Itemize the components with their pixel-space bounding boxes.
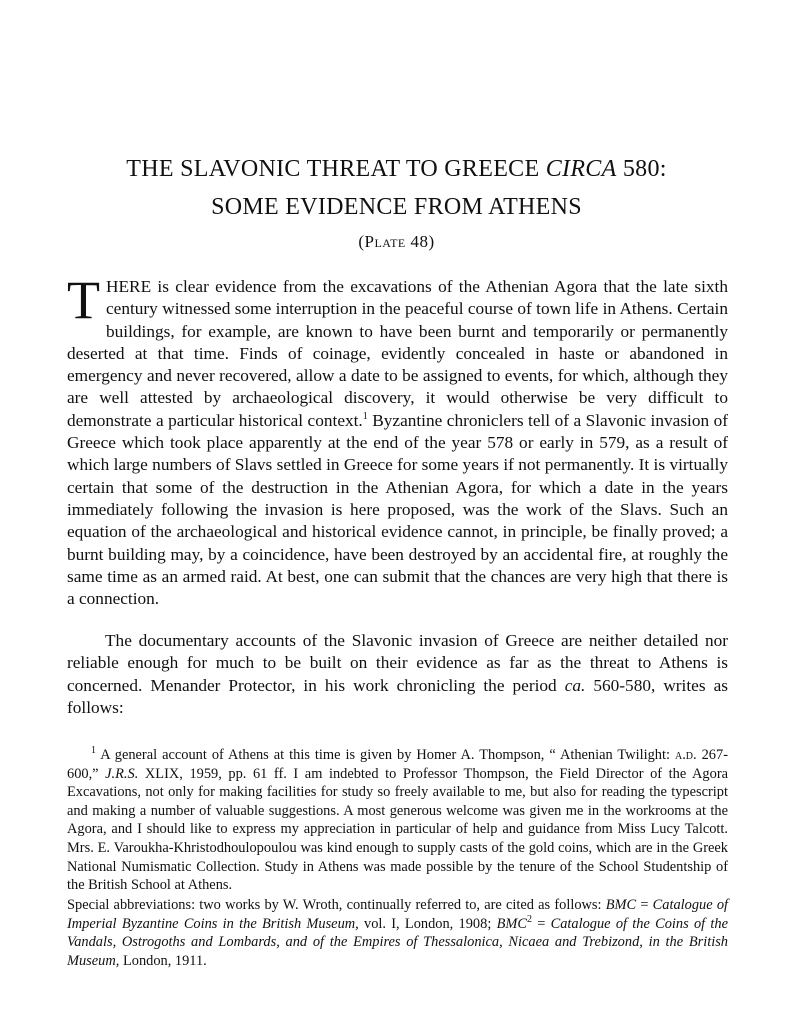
- plate-label: Plate 48: [364, 232, 429, 251]
- paragraph-text: Byzantine chroniclers tell of a Slavonic invasion of Greece which took place apparently at the end of the year 578 or early in 579, as a result of which large numbers of Slavs settled in Greece for some years if not permanently. It is virtually certain that some of the destruction in the Athenian Agora, for which a date in the years immediately following the invasion is here proposed, was the work of the Slavs. Such an equation of the archaeological and historical evidence cannot, in principle, be finally proved; a burnt building may, by a coincidence, have been destroyed by an accidental fire, at roughly the same time as an armed raid. At best, one can submit that the chances are very high that there is a connection.: [67, 410, 728, 609]
- footnote-abbreviations: Special abbreviations: two works by W. Wroth, continually referred to, are cited as follows: BMC = Catalogue of Imperial Byzantine Coins in the British Museum, vol. I, London, 1908; $BMC^2$ = Catalogue of the Coins of the Vandals, Ostrogoths and Lombards, and of the Empires of Thessalonica, Nicaea and Trebizond, in the British Museum, London, 1911.: [67, 897, 729, 969]
- footnote-1: $^1$ A general account of Athens at this time is given by Homer A. Thompson, “ Athenian Twilight: a.d. 267-600,” J.R.S. XLIX, 1959, pp. 61 ff. I am indebted to Professor Thompson, the Field Director of the Agora Excavations, not only for making facilities for study so freely available to me, but also for reading the typescript and making a number of valuable suggestions. A most generous welcome was given me in the workrooms at the Agora, and I should like to express my appreciation in particular of help and guidance from Miss Lucy Talcott. Mrs. E. Varoukha-Khristodhoulopoulou was kind enough to supply casts of the gold coins, which are in the Greek National Numismatic Collection. Study in Athens was made possible by the tenure of the School Studentship of the British School at Athens.: [67, 745, 728, 894]
- footnote-reference: 1: [362, 411, 368, 423]
- title-part: 580:: [616, 156, 667, 182]
- paragraph-text: HERE is clear evidence from the excavations of the Athenian Agora that the late sixth century witnessed some interruption in the peaceful course of town life in Athens. Certain buildings, for example, are known to have been burnt and temporarily or permanently deserted at that time. Finds of coinage, evidently concealed in haste or abandoned in emergency and never recovered, allow a date to be assigned to events, for which, although they are well attested by archaeological discovery, it would otherwise be very difficult to demonstrate a particular historical context.: [67, 277, 728, 430]
- paragraph-text: The documentary accounts of the Slavonic invasion of Greece are neither detailed nor reliable enough for much to be built on their evidence as far as the threat to Athens is concerned. Menander Protector, in his work chronicling the period: [67, 631, 728, 695]
- article-title-line-1: [60, 152, 733, 186]
- plate-reference: (Plate 48): [358, 232, 435, 251]
- footnote-marker: 1: [91, 745, 96, 757]
- drop-cap: T: [67, 270, 100, 330]
- era-abbrev: a.d.: [674, 747, 697, 763]
- catalogue-title-1: Catalogue of Imperial Byzantine Coins in the British Museum,: [67, 897, 729, 932]
- title-circa: CIRCA: [545, 156, 617, 182]
- abbrev-bmc2: BMC: [496, 915, 527, 932]
- article-title-line-2: SOME EVIDENCE FROM ATHENS: [211, 194, 582, 220]
- title-part: THE SLAVONIC THREAT TO GREECE: [126, 156, 546, 182]
- catalogue-title-2: Catalogue of the Coins of the Vandals, Ostrogoths and Lombards, and of the Empires of Thessalonica, Nicaea and Trebizond, in the British Museum,: [67, 915, 728, 969]
- paragraph-2: [67, 630, 728, 719]
- paragraph-text: 560-580, writes as follows:: [67, 675, 728, 717]
- abbrev-ca: ca.: [564, 675, 586, 695]
- paragraph-1: [67, 270, 728, 610]
- journal-abbrev: J.R.S.: [105, 765, 139, 782]
- abbrev-bmc: BMC: [605, 897, 637, 913]
